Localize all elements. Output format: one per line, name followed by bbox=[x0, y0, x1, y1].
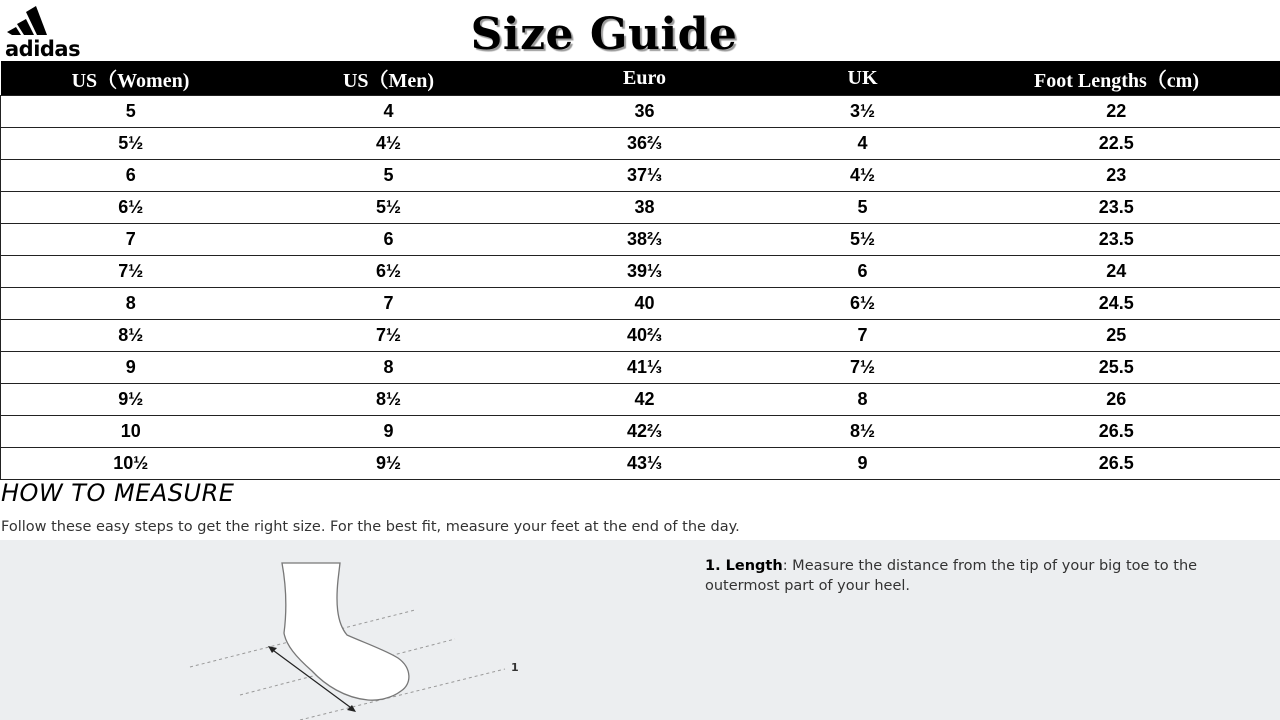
cell-uk: 4½ bbox=[773, 160, 953, 192]
cell-us-men: 6 bbox=[261, 224, 517, 256]
cell-us-women: 10 bbox=[1, 416, 261, 448]
cell-uk: 8 bbox=[773, 384, 953, 416]
cell-foot-length: 22.5 bbox=[953, 128, 1280, 160]
cell-us-men: 7½ bbox=[261, 320, 517, 352]
cell-foot-length: 26.5 bbox=[953, 448, 1280, 480]
header-euro: Euro bbox=[517, 61, 773, 96]
cell-uk: 7 bbox=[773, 320, 953, 352]
cell-us-men: 4 bbox=[261, 96, 517, 128]
table-row bbox=[1, 416, 1280, 448]
cell-us-men: 5½ bbox=[261, 192, 517, 224]
header-us-men: US（Men) bbox=[261, 61, 517, 96]
cell-uk: 4 bbox=[773, 128, 953, 160]
table-row bbox=[1, 352, 1280, 384]
page-title: Size Guide bbox=[470, 9, 738, 60]
cell-euro: 36⅔ bbox=[517, 128, 773, 160]
cell-euro: 36 bbox=[517, 96, 773, 128]
cell-uk: 6 bbox=[773, 256, 953, 288]
cell-us-women: 7 bbox=[1, 224, 261, 256]
cell-uk: 7½ bbox=[773, 352, 953, 384]
cell-us-men: 8 bbox=[261, 352, 517, 384]
table-row bbox=[1, 256, 1280, 288]
cell-uk: 6½ bbox=[773, 288, 953, 320]
table-row bbox=[1, 320, 1280, 352]
cell-euro: 37⅓ bbox=[517, 160, 773, 192]
cell-us-women: 7½ bbox=[1, 256, 261, 288]
cell-foot-length: 23.5 bbox=[953, 192, 1280, 224]
cell-euro: 41⅓ bbox=[517, 352, 773, 384]
length-step-text: : Measure the distance from the tip of your big toe to the outermost part of your heel. bbox=[705, 558, 1198, 594]
size-table bbox=[0, 61, 1280, 480]
length-step-label: 1. Length bbox=[705, 558, 783, 574]
how-to-measure-heading: HOW TO MEASURE bbox=[1, 479, 235, 507]
cell-us-women: 5 bbox=[1, 96, 261, 128]
cell-euro: 40⅔ bbox=[517, 320, 773, 352]
cell-foot-length: 22 bbox=[953, 96, 1280, 128]
cell-foot-length: 23.5 bbox=[953, 224, 1280, 256]
header-us-women: US（Women) bbox=[1, 61, 261, 96]
table-row bbox=[1, 96, 1280, 128]
cell-uk: 5 bbox=[773, 192, 953, 224]
cell-foot-length: 24 bbox=[953, 256, 1280, 288]
header-uk: UK bbox=[773, 61, 953, 96]
table-row bbox=[1, 128, 1280, 160]
cell-foot-length: 25 bbox=[953, 320, 1280, 352]
length-step bbox=[705, 556, 1270, 596]
cell-us-women: 6 bbox=[1, 160, 261, 192]
cell-us-women: 8½ bbox=[1, 320, 261, 352]
header-foot-length: Foot Lengths（cm) bbox=[953, 61, 1280, 96]
cell-us-men: 6½ bbox=[261, 256, 517, 288]
cell-us-men: 4½ bbox=[261, 128, 517, 160]
cell-us-men: 8½ bbox=[261, 384, 517, 416]
cell-us-men: 7 bbox=[261, 288, 517, 320]
cell-us-women: 9½ bbox=[1, 384, 261, 416]
cell-euro: 42 bbox=[517, 384, 773, 416]
cell-us-women: 9 bbox=[1, 352, 261, 384]
brand-wordmark: adidas bbox=[5, 37, 81, 61]
table-row bbox=[1, 160, 1280, 192]
cell-uk: 5½ bbox=[773, 224, 953, 256]
cell-euro: 40 bbox=[517, 288, 773, 320]
size-table-body bbox=[1, 96, 1280, 480]
cell-euro: 39⅓ bbox=[517, 256, 773, 288]
cell-foot-length: 24.5 bbox=[953, 288, 1280, 320]
cell-foot-length: 23 bbox=[953, 160, 1280, 192]
cell-euro: 43⅓ bbox=[517, 448, 773, 480]
cell-us-men: 5 bbox=[261, 160, 517, 192]
foot-measure-diagram bbox=[0, 540, 560, 720]
table-row bbox=[1, 288, 1280, 320]
table-row bbox=[1, 192, 1280, 224]
table-header-row bbox=[1, 61, 1280, 96]
cell-foot-length: 26.5 bbox=[953, 416, 1280, 448]
cell-euro: 38⅔ bbox=[517, 224, 773, 256]
cell-us-women: 5½ bbox=[1, 128, 261, 160]
cell-us-women: 8 bbox=[1, 288, 261, 320]
cell-us-men: 9 bbox=[261, 416, 517, 448]
cell-euro: 42⅔ bbox=[517, 416, 773, 448]
table-row bbox=[1, 448, 1280, 480]
cell-uk: 9 bbox=[773, 448, 953, 480]
how-to-measure-subtitle: Follow these easy steps to get the right size. For the best fit, measure your feet at the end of the day. bbox=[1, 519, 740, 535]
table-row bbox=[1, 224, 1280, 256]
cell-uk: 8½ bbox=[773, 416, 953, 448]
cell-uk: 3½ bbox=[773, 96, 953, 128]
cell-us-women: 10½ bbox=[1, 448, 261, 480]
diagram-label: 1 bbox=[511, 661, 519, 674]
table-row bbox=[1, 384, 1280, 416]
cell-euro: 38 bbox=[517, 192, 773, 224]
cell-us-men: 9½ bbox=[261, 448, 517, 480]
cell-us-women: 6½ bbox=[1, 192, 261, 224]
cell-foot-length: 25.5 bbox=[953, 352, 1280, 384]
cell-foot-length: 26 bbox=[953, 384, 1280, 416]
